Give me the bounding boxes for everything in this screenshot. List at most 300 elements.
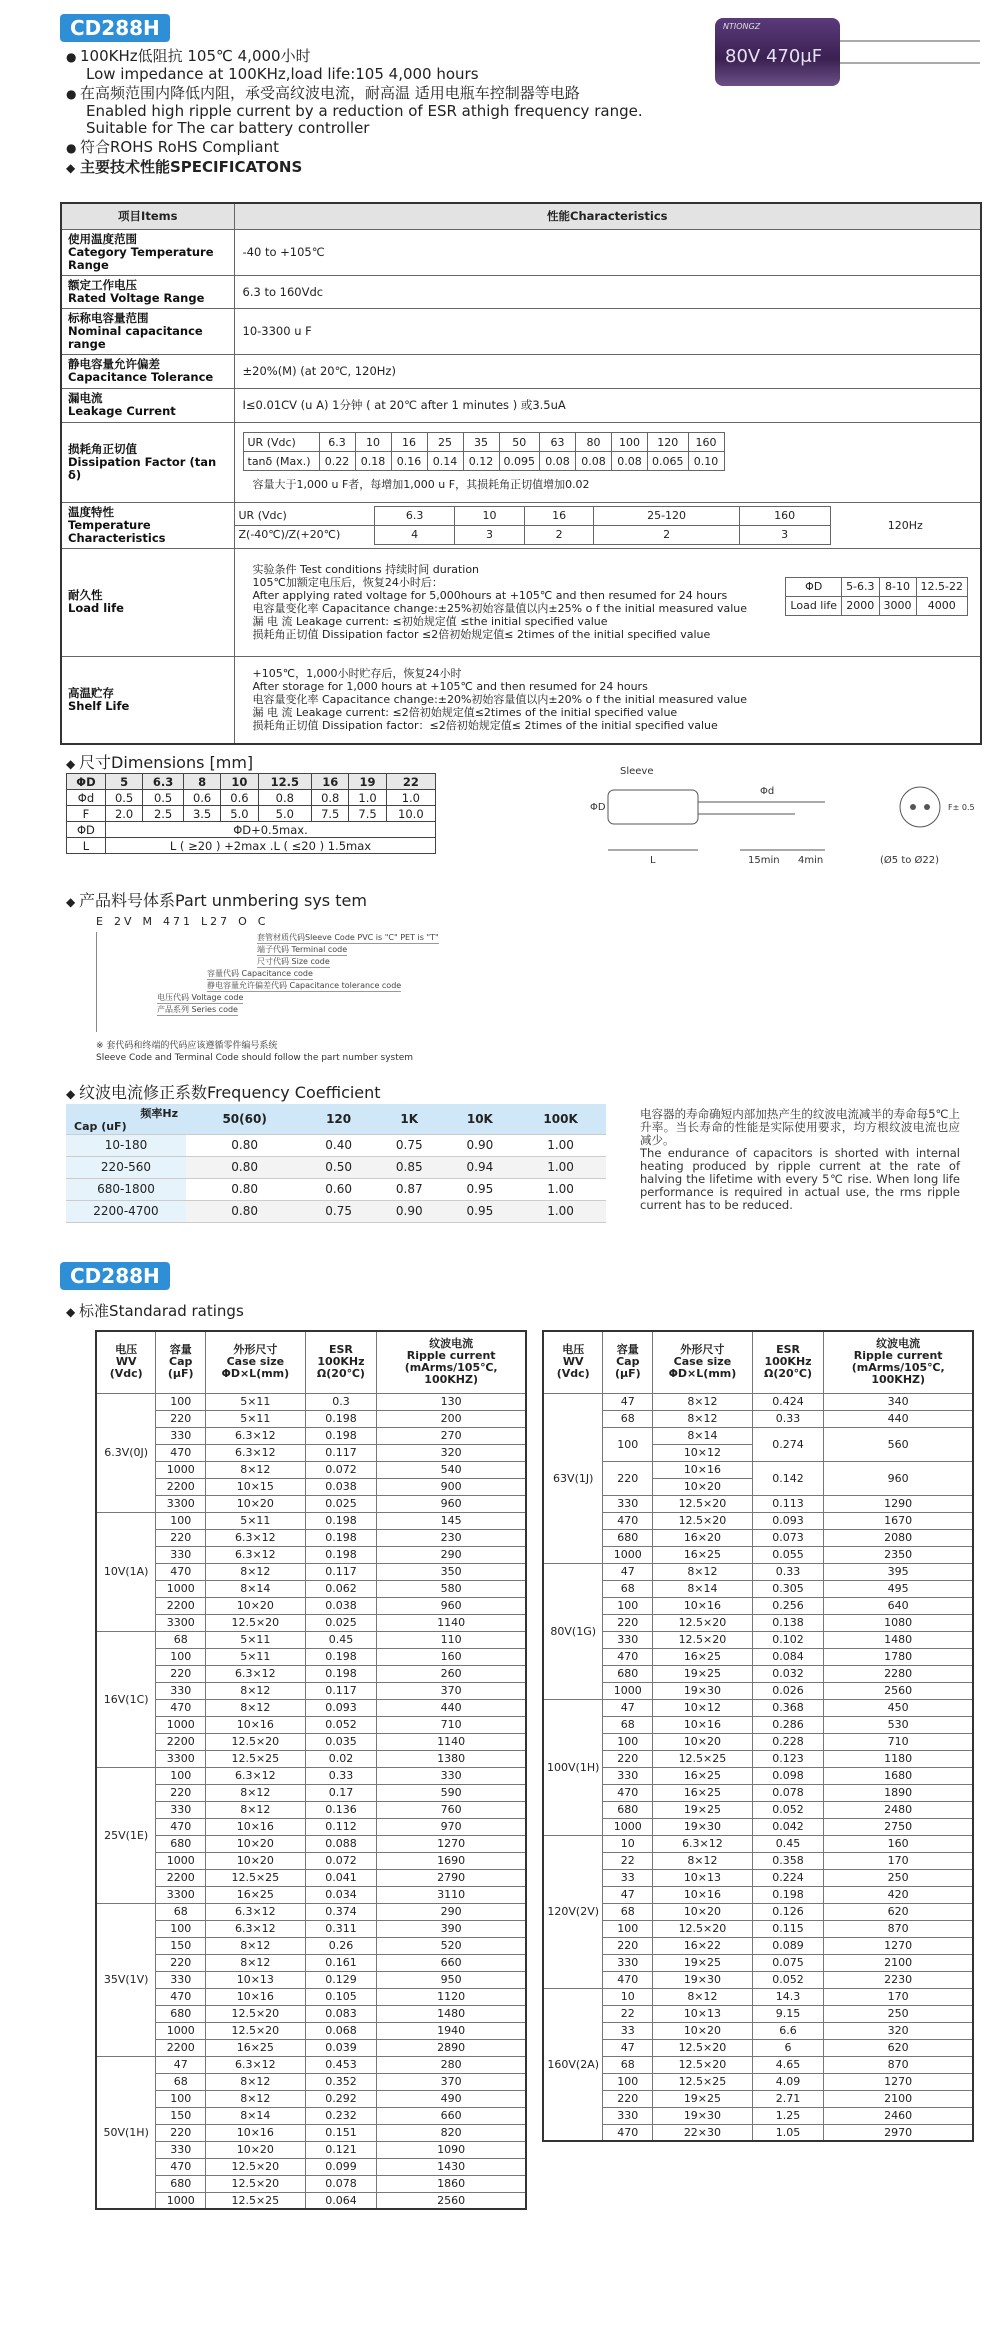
case-size-cell: 10×16 — [653, 1461, 753, 1478]
case-size-cell: 12.5×25 — [653, 1750, 753, 1767]
cap-cell: 470 — [603, 1512, 653, 1529]
cap-cell: 220 — [603, 1937, 653, 1954]
case-size-cell: 6.3×12 — [206, 1427, 306, 1444]
freq-cell: 1.00 — [515, 1200, 606, 1222]
ratings-row — [96, 1971, 526, 1988]
shelf-line: +105℃，1,000小时贮存后，恢复24小时 — [252, 667, 462, 681]
spec-tolerance: ±20%(M) (at 20℃, 120Hz) — [234, 354, 981, 388]
case-size-cell: 10×20 — [206, 1852, 306, 1869]
ripple-cell: 530 — [824, 1716, 973, 1733]
esr-cell: 0.198 — [305, 1427, 377, 1444]
temperature-table: UR (Vdc) 6.3 10 16 25-120 160 120Hz Z(-40℃)/Z(+20℃) 4 3 2 2 3 — [235, 506, 981, 545]
ratings-row — [96, 2158, 526, 2175]
df-note: 容量大于1,000 u F者，每增加1,000 u F，其损耗角正切值增加0.02 — [252, 478, 590, 491]
ratings-row — [96, 1716, 526, 1733]
ripple-cell: 1690 — [377, 1852, 526, 1869]
case-size-cell: 6.3×12 — [206, 1903, 306, 1920]
case-size-cell: 10×12 — [653, 1699, 753, 1716]
cap-cell: 100 — [156, 1767, 206, 1784]
ratings-row — [543, 1529, 973, 1546]
ratings-row — [543, 1920, 973, 1937]
cap-cell: 68 — [603, 1903, 653, 1920]
esr-cell: 0.17 — [305, 1784, 377, 1801]
ratings-header: 电压 WV (Vdc) — [543, 1331, 603, 1393]
svg-text:F± 0.5: F± 0.5 — [948, 803, 975, 812]
cap-cell: 3300 — [156, 1750, 206, 1767]
freq-row — [66, 1200, 606, 1222]
frequency-table: 频率Hz Cap (uF) 50(60) 120 1K 10K 100K 10-180 0.80 0.40 0.75 0.90 1.00 220-560 0.80 0.50 0.85 0.94 1.00 680-1800 0.80 0.60 0.87 0.95 1.00 2200-4700 0.80 0.75 0.90 0.95 1.00 — [66, 1104, 606, 1223]
df-tan-cell: 0.10 — [688, 452, 724, 471]
ratings-row — [96, 1427, 526, 1444]
ratings-row — [543, 1818, 973, 1835]
ripple-cell: 145 — [377, 1512, 526, 1529]
ratings-row — [96, 2107, 526, 2124]
part-code-label: 产品系列 Series code — [157, 1005, 238, 1014]
esr-cell: 0.117 — [305, 1563, 377, 1580]
temp-frequency-cell: 120Hz — [830, 506, 980, 544]
cap-cell: 2200 — [156, 1478, 206, 1495]
case-size-cell: 12.5×20 — [653, 1512, 753, 1529]
ratings-header: 容量 Cap (μF) — [156, 1331, 206, 1393]
cap-cell: 10 — [603, 1835, 653, 1852]
load-line: 实验条件 Test conditions 持续时间 duration — [252, 563, 480, 576]
freq-cell: 0.75 — [303, 1200, 374, 1222]
ratings-row — [96, 1699, 526, 1716]
case-size-cell: 10×13 — [653, 2005, 753, 2022]
esr-cell: 0.228 — [752, 1733, 824, 1750]
ratings-row — [96, 1988, 526, 2005]
freq-head: 1K — [374, 1104, 445, 1134]
esr-cell: 0.099 — [305, 2158, 377, 2175]
freq-cell: 0.80 — [186, 1178, 303, 1200]
cap-cell: 3300 — [156, 1614, 206, 1631]
ripple-cell: 1140 — [377, 1733, 526, 1750]
freq-head: 100K — [515, 1104, 606, 1134]
case-size-cell: 12.5×20 — [653, 2039, 753, 2056]
cap-cell: 2200 — [156, 1869, 206, 1886]
ripple-cell: 1120 — [377, 1988, 526, 2005]
dim-cell: 3.5 — [183, 806, 220, 822]
ripple-cell: 2790 — [377, 1869, 526, 1886]
ripple-cell: 2890 — [377, 2039, 526, 2056]
ratings-row — [96, 1495, 526, 1512]
ratings-row — [96, 1852, 526, 1869]
freq-cell: 10-180 — [66, 1134, 186, 1156]
case-size-cell: 19×25 — [653, 1801, 753, 1818]
load-life-head: ΦD — [786, 577, 842, 596]
ratings-row — [96, 1597, 526, 1614]
ratings-row — [96, 1818, 526, 1835]
case-size-cell: 10×16 — [653, 1716, 753, 1733]
voltage-group: 50V(1H) — [96, 2056, 156, 2209]
cap-cell: 47 — [603, 2039, 653, 2056]
ripple-cell: 320 — [824, 2022, 973, 2039]
cap-cell: 330 — [156, 1801, 206, 1818]
ratings-row — [543, 1903, 973, 1920]
ratings-header: 容量 Cap (μF) — [603, 1331, 653, 1393]
cap-cell: 330 — [156, 2141, 206, 2158]
esr-cell: 0.121 — [305, 2141, 377, 2158]
part-code-segment: C — [257, 915, 269, 928]
df-voltage-cell: 63 — [540, 433, 576, 452]
ratings-row — [543, 1427, 973, 1444]
case-size-cell: 12.5×20 — [206, 2158, 306, 2175]
ripple-cell: 230 — [377, 1529, 526, 1546]
ripple-cell: 870 — [824, 2056, 973, 2073]
esr-cell: 0.025 — [305, 1495, 377, 1512]
case-size-cell: 19×25 — [653, 2090, 753, 2107]
ratings-row — [96, 1512, 526, 1529]
freq-cell: 0.90 — [445, 1134, 516, 1156]
cap-cell: 1000 — [156, 1580, 206, 1597]
ratings-row — [543, 1563, 973, 1580]
case-size-cell: 16×20 — [653, 1529, 753, 1546]
esr-cell: 0.038 — [305, 1478, 377, 1495]
shelf-line: After storage for 1,000 hours at +105℃ and then resumed for 24 hours — [252, 680, 648, 694]
esr-cell: 0.034 — [305, 1886, 377, 1903]
ripple-cell: 290 — [377, 1903, 526, 1920]
esr-cell: 0.232 — [305, 2107, 377, 2124]
esr-cell: 0.305 — [752, 1580, 824, 1597]
ripple-cell: 1680 — [824, 1767, 973, 1784]
case-size-cell: 5×11 — [206, 1393, 306, 1410]
ratings-row — [543, 1801, 973, 1818]
esr-cell: 0.078 — [752, 1784, 824, 1801]
ratings-row — [543, 1767, 973, 1784]
load-life-cell: 2000 — [842, 596, 879, 615]
load-line: 105℃加额定电压后，恢复24小时后： — [252, 576, 443, 589]
ripple-cell: 270 — [377, 1427, 526, 1444]
ripple-cell: 900 — [377, 1478, 526, 1495]
ripple-cell: 2100 — [824, 2090, 973, 2107]
voltage-group: 35V(1V) — [96, 1903, 156, 2056]
dim-cell: F — [67, 806, 106, 822]
ratings-row — [543, 1699, 973, 1716]
ratings-row — [543, 1512, 973, 1529]
esr-cell: 0.032 — [752, 1665, 824, 1682]
cap-cell: 470 — [156, 1699, 206, 1716]
esr-cell: 0.105 — [305, 1988, 377, 2005]
dimensions-table: ΦD 5 6.3 8 10 12.5 16 19 22 Φd 0.5 0.5 0.6 0.6 0.8 0.8 1.0 1.0 F 2.0 2.5 3.5 5.0 5.0 7.5 7.5 10.0 ΦD ΦD+0.5max. L L ( ≥20 ) +2max .L ( ≤20 ) 1.5max — [66, 773, 436, 854]
ripple-cell: 660 — [377, 1954, 526, 1971]
cap-cell: 10 — [603, 1988, 653, 2005]
esr-cell: 0.274 — [752, 1427, 824, 1461]
df-voltage-cell: 80 — [576, 433, 612, 452]
case-size-cell: 12.5×20 — [653, 1614, 753, 1631]
esr-cell: 0.072 — [305, 1852, 377, 1869]
ripple-cell: 1480 — [824, 1631, 973, 1648]
cap-cell: 220 — [156, 1954, 206, 1971]
df-voltage-cell: 100 — [612, 433, 648, 452]
voltage-group: 80V(1G) — [543, 1563, 603, 1699]
df-tan-cell: 0.16 — [391, 452, 427, 471]
cap-cell: 100 — [156, 1648, 206, 1665]
cap-cell: 33 — [603, 1869, 653, 1886]
esr-cell: 0.453 — [305, 2056, 377, 2073]
cap-cell: 470 — [603, 1971, 653, 1988]
ripple-cell: 1480 — [377, 2005, 526, 2022]
ratings-row — [96, 1580, 526, 1597]
temp-voltage-cell: 6.3 — [375, 506, 455, 525]
dim-cell: 7.5 — [349, 806, 386, 822]
ripple-cell: 200 — [377, 1410, 526, 1427]
cap-cell: 2200 — [156, 1733, 206, 1750]
esr-cell: 0.161 — [305, 1954, 377, 1971]
voltage-group: 100V(1H) — [543, 1699, 603, 1835]
case-size-cell: 16×25 — [653, 1648, 753, 1665]
esr-cell: 1.25 — [752, 2107, 824, 2124]
dimensions-title: ◆ 尺寸Dimensions [mm] — [66, 753, 254, 772]
cap-cell: 2200 — [156, 1597, 206, 1614]
freq-row — [66, 1178, 606, 1200]
load-line: 漏 电 流 Leakage current: ≤初始规定值 ≤the initial specified value — [252, 615, 608, 628]
ripple-cell: 2560 — [824, 1682, 973, 1699]
ripple-cell: 280 — [377, 2056, 526, 2073]
case-size-cell: 12.5×20 — [206, 2005, 306, 2022]
esr-cell: 14.3 — [752, 1988, 824, 2005]
ratings-table-left — [95, 1330, 527, 2210]
ripple-cell: 640 — [824, 1597, 973, 1614]
part-number-code — [96, 915, 276, 928]
dim-cell: 0.6 — [183, 790, 220, 806]
ratings-title: ◆ 标准Standarad ratings — [66, 1302, 244, 1320]
esr-cell: 0.424 — [752, 1393, 824, 1410]
esr-cell: 0.286 — [752, 1716, 824, 1733]
ripple-cell: 440 — [377, 1699, 526, 1716]
cap-cell: 47 — [603, 1886, 653, 1903]
ratings-row — [543, 1580, 973, 1597]
case-size-cell: 8×12 — [206, 1954, 306, 1971]
cap-cell: 100 — [603, 1427, 653, 1461]
case-size-cell: 8×12 — [206, 1801, 306, 1818]
esr-cell: 0.198 — [305, 1410, 377, 1427]
esr-cell: 0.052 — [752, 1801, 824, 1818]
freq-row — [66, 1156, 606, 1178]
freq-row — [66, 1134, 606, 1156]
esr-cell: 0.073 — [752, 1529, 824, 1546]
cap-cell: 330 — [603, 1495, 653, 1512]
ratings-row — [96, 1648, 526, 1665]
case-size-cell: 5×11 — [206, 1648, 306, 1665]
voltage-group: 25V(1E) — [96, 1767, 156, 1903]
svg-text:ΦD: ΦD — [590, 802, 606, 813]
cap-cell: 68 — [156, 1631, 206, 1648]
esr-cell: 6 — [752, 2039, 824, 2056]
ratings-row — [96, 1410, 526, 1427]
ratings-row — [543, 1614, 973, 1631]
cap-cell: 220 — [603, 1750, 653, 1767]
cap-cell: 68 — [603, 1716, 653, 1733]
cap-cell: 100 — [156, 1512, 206, 1529]
cap-cell: 220 — [156, 1784, 206, 1801]
ratings-row — [543, 1954, 973, 1971]
ripple-cell: 520 — [377, 1937, 526, 1954]
ripple-cell: 3110 — [377, 1886, 526, 1903]
df-voltage-cell: 35 — [463, 433, 499, 452]
ripple-cell: 560 — [824, 1427, 973, 1461]
ripple-cell: 160 — [377, 1648, 526, 1665]
cap-cell: 470 — [156, 1563, 206, 1580]
part-code-label: 端子代码 Terminal code — [257, 945, 348, 954]
freq-cell: 0.95 — [445, 1178, 516, 1200]
esr-cell: 0.117 — [305, 1444, 377, 1461]
esr-cell: 0.115 — [752, 1920, 824, 1937]
cap-cell: 100 — [156, 1393, 206, 1410]
ratings-header: ESR 100KHz Ω(20℃) — [305, 1331, 377, 1393]
part-code-label: 套管材质代码Sleeve Code PVC is "C" PET is "T" — [257, 933, 439, 942]
case-size-cell: 8×14 — [653, 1427, 753, 1444]
case-size-cell: 10×16 — [653, 1886, 753, 1903]
case-size-cell: 19×30 — [653, 1682, 753, 1699]
ratings-row — [543, 2107, 973, 2124]
ripple-cell: 1380 — [377, 1750, 526, 1767]
cap-cell: 680 — [603, 1529, 653, 1546]
ripple-cell: 2080 — [824, 1529, 973, 1546]
ratings-row — [543, 1682, 973, 1699]
esr-cell: 0.113 — [752, 1495, 824, 1512]
dim-head: 5 — [105, 774, 142, 790]
cap-cell: 100 — [156, 1920, 206, 1937]
esr-cell: 4.65 — [752, 2056, 824, 2073]
spec-cap-range: 10-3300 u F — [234, 308, 981, 354]
ratings-row — [543, 1852, 973, 1869]
case-size-cell: 12.5×20 — [206, 1733, 306, 1750]
esr-cell: 2.71 — [752, 2090, 824, 2107]
ripple-cell: 1290 — [824, 1495, 973, 1512]
df-voltage-cell: 25 — [427, 433, 463, 452]
svg-text:L: L — [650, 855, 656, 866]
cap-cell: 330 — [603, 1954, 653, 1971]
temp-ratio-cell: 3 — [455, 525, 525, 544]
ratings-table-right — [542, 1330, 974, 2142]
esr-cell: 0.042 — [752, 1818, 824, 1835]
df-tan-cell: 0.095 — [499, 452, 540, 471]
freq-cell: 0.75 — [374, 1134, 445, 1156]
esr-cell: 0.136 — [305, 1801, 377, 1818]
freq-cell: 1.00 — [515, 1134, 606, 1156]
ratings-row — [96, 2192, 526, 2209]
ripple-cell: 290 — [377, 1546, 526, 1563]
ripple-cell: 1780 — [824, 1648, 973, 1665]
ripple-cell: 260 — [377, 1665, 526, 1682]
cap-cell: 3300 — [156, 1886, 206, 1903]
case-size-cell: 8×12 — [653, 1988, 753, 2005]
ratings-row — [543, 2039, 973, 2056]
case-size-cell: 12.5×20 — [206, 2022, 306, 2039]
series-title: CD288H — [60, 14, 170, 42]
ripple-cell: 1430 — [377, 2158, 526, 2175]
case-size-cell: 10×20 — [206, 1597, 306, 1614]
ripple-cell: 110 — [377, 1631, 526, 1648]
voltage-group: 6.3V(0J) — [96, 1393, 156, 1512]
freq-cell: 0.94 — [445, 1156, 516, 1178]
case-size-cell: 12.5×25 — [206, 1869, 306, 1886]
case-size-cell: 8×12 — [206, 1784, 306, 1801]
cap-cell: 330 — [603, 1631, 653, 1648]
esr-cell: 0.117 — [305, 1682, 377, 1699]
esr-cell: 0.112 — [305, 1818, 377, 1835]
cap-cell: 470 — [156, 1444, 206, 1461]
esr-cell: 0.198 — [305, 1665, 377, 1682]
ratings-row — [543, 1546, 973, 1563]
freq-cell: 0.80 — [186, 1200, 303, 1222]
esr-cell: 4.09 — [752, 2073, 824, 2090]
cap-cell: 330 — [156, 1546, 206, 1563]
case-size-cell: 19×30 — [653, 2107, 753, 2124]
part-code-label: 静电容量允许偏差代码 Capacitance tolerance code — [207, 981, 402, 990]
svg-text:15min: 15min — [748, 855, 780, 866]
cap-cell: 220 — [603, 1461, 653, 1495]
esr-cell: 9.15 — [752, 2005, 824, 2022]
ripple-cell: 250 — [824, 1869, 973, 1886]
case-size-cell: 12.5×20 — [206, 1614, 306, 1631]
df-tan-cell: 0.08 — [540, 452, 576, 471]
ripple-cell: 1180 — [824, 1750, 973, 1767]
part-code-segment: 471 — [162, 915, 193, 928]
case-size-cell: 10×13 — [653, 1869, 753, 1886]
ripple-cell: 970 — [377, 1818, 526, 1835]
ratings-row — [96, 1529, 526, 1546]
ratings-row — [96, 1801, 526, 1818]
load-life-head: 5-6.3 — [842, 577, 879, 596]
ratings-row — [96, 1682, 526, 1699]
freq-cell: 0.90 — [374, 1200, 445, 1222]
temp-ratio-cell: 2 — [524, 525, 594, 544]
dim-head: 8 — [183, 774, 220, 790]
shelf-line: 损耗角正切值 Dissipation factor：≤2倍初始规定值≤ 2times of the initial specified value — [252, 719, 718, 733]
case-size-cell: 8×12 — [206, 2090, 306, 2107]
temp-ratio-cell: 3 — [739, 525, 830, 544]
freq-cell: 0.87 — [374, 1178, 445, 1200]
cap-cell: 47 — [156, 2056, 206, 2073]
cap-cell: 220 — [156, 2124, 206, 2141]
series-title-2: CD288H — [60, 1262, 170, 1290]
case-size-cell: 8×12 — [653, 1393, 753, 1410]
dim-cell: 0.6 — [221, 790, 258, 806]
esr-cell: 0.083 — [305, 2005, 377, 2022]
ratings-row — [543, 1410, 973, 1427]
freq-cell: 2200-4700 — [66, 1200, 186, 1222]
ripple-cell: 580 — [377, 1580, 526, 1597]
load-life-table — [785, 577, 968, 616]
ratings-row — [96, 2175, 526, 2192]
cap-cell: 100 — [603, 1597, 653, 1614]
esr-cell: 0.151 — [305, 2124, 377, 2141]
case-size-cell: 5×11 — [206, 1512, 306, 1529]
df-tan-cell: 0.08 — [612, 452, 648, 471]
case-size-cell: 6.3×12 — [206, 2056, 306, 2073]
esr-cell: 0.041 — [305, 1869, 377, 1886]
ripple-cell: 1270 — [824, 1937, 973, 1954]
ratings-row — [543, 2124, 973, 2141]
cap-cell: 680 — [156, 2175, 206, 2192]
esr-cell: 0.084 — [752, 1648, 824, 1665]
cap-cell: 220 — [156, 1529, 206, 1546]
ripple-cell: 2970 — [824, 2124, 973, 2141]
ratings-header: 外形尺寸 Case size ΦD×L(mm) — [653, 1331, 753, 1393]
case-size-cell: 8×12 — [206, 1682, 306, 1699]
ripple-cell: 1140 — [377, 1614, 526, 1631]
dim-cell: 1.0 — [386, 790, 435, 806]
freq-head: 120 — [303, 1104, 374, 1134]
dim-cell: 7.5 — [312, 806, 349, 822]
ratings-row — [96, 2141, 526, 2158]
cap-cell: 100 — [603, 2073, 653, 2090]
ripple-cell: 2750 — [824, 1818, 973, 1835]
ratings-row — [96, 1444, 526, 1461]
ripple-cell: 540 — [377, 1461, 526, 1478]
ripple-cell: 710 — [377, 1716, 526, 1733]
